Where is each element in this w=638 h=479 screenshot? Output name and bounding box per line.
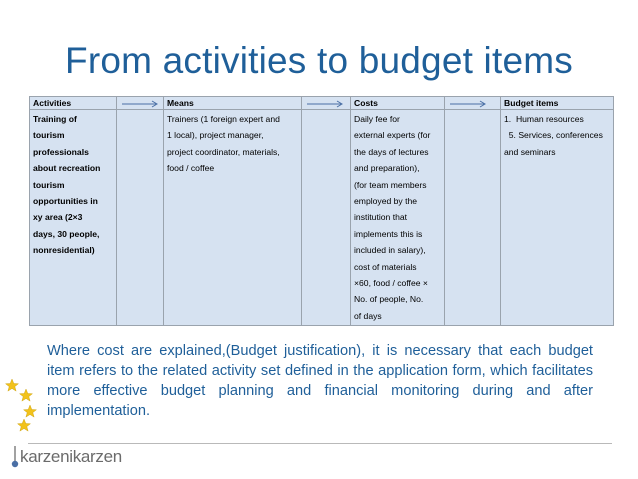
cell-line: No. of people, No.: [354, 294, 424, 305]
cell-line: institution that: [354, 212, 408, 223]
slide-title: From activities to budget items: [65, 40, 573, 81]
header-means: Means: [164, 97, 302, 110]
cell-line: external experts (for: [354, 130, 431, 141]
empty-cell: [117, 110, 164, 326]
cell-line: 5. Services, conferences: [504, 130, 603, 141]
cell-line: included in salary),: [354, 245, 426, 256]
footer-divider: [28, 443, 612, 444]
cell-line: opportunities in: [33, 196, 98, 207]
cell-line: 1. Human resources: [504, 114, 584, 124]
cell-line: Training of: [33, 114, 77, 124]
cell-line: employed by the: [354, 196, 418, 207]
empty-cell: [302, 110, 351, 326]
cell-line: implements this is: [354, 228, 423, 239]
karzenikarzen-logo: karzenikarzen: [20, 447, 122, 466]
cell-line: of days: [354, 310, 382, 321]
cell-line: days, 30 people,: [33, 228, 100, 239]
header-costs: Costs: [351, 97, 445, 110]
means-cell: [164, 110, 302, 326]
arrow-right-icon: [122, 100, 160, 108]
table-header-row: [30, 97, 614, 110]
cell-line: Daily fee for: [354, 114, 400, 124]
cell-line: cost of materials: [354, 261, 417, 272]
cell-line: about recreation: [33, 163, 101, 174]
budget-table: [29, 96, 614, 326]
cell-line: and seminars: [504, 146, 556, 157]
arrow-cell: [302, 97, 351, 110]
cell-line: and preparation),: [354, 163, 420, 174]
cell-line: Trainers (1 foreign expert and: [167, 114, 280, 124]
cell-line: xy area (2×3: [33, 212, 83, 223]
cell-line: tourism: [33, 130, 65, 141]
arrow-cell: [445, 97, 501, 110]
explanation-paragraph: Where cost are explained,(Budget justification), it is necessary that each budget item refers to the related activity set defined in the application form, which facilitates more effective budget planning and financial monitoring during and after implementation.: [47, 343, 593, 419]
costs-cell: [351, 110, 445, 326]
arrow-right-icon: [307, 100, 345, 108]
cell-line: professionals: [33, 146, 89, 157]
cell-line: tourism: [33, 179, 65, 190]
header-activities: Activities: [30, 97, 117, 110]
empty-cell: [445, 110, 501, 326]
budget-items-cell: [501, 110, 614, 326]
cell-line: ×60, food / coffee ×: [354, 278, 428, 289]
cell-line: 1 local), project manager,: [167, 130, 264, 141]
cell-line: the days of lectures: [354, 146, 429, 157]
arrow-cell: [117, 97, 164, 110]
cell-line: (for team members: [354, 179, 427, 190]
header-budget-items: Budget items: [501, 97, 614, 110]
cell-line: project coordinator, materials,: [167, 146, 280, 157]
cell-line: food / coffee: [167, 163, 215, 174]
activities-cell: [30, 110, 117, 326]
cell-line: nonresidential): [33, 245, 95, 256]
table-row: [30, 110, 614, 326]
arrow-right-icon: [450, 100, 488, 108]
